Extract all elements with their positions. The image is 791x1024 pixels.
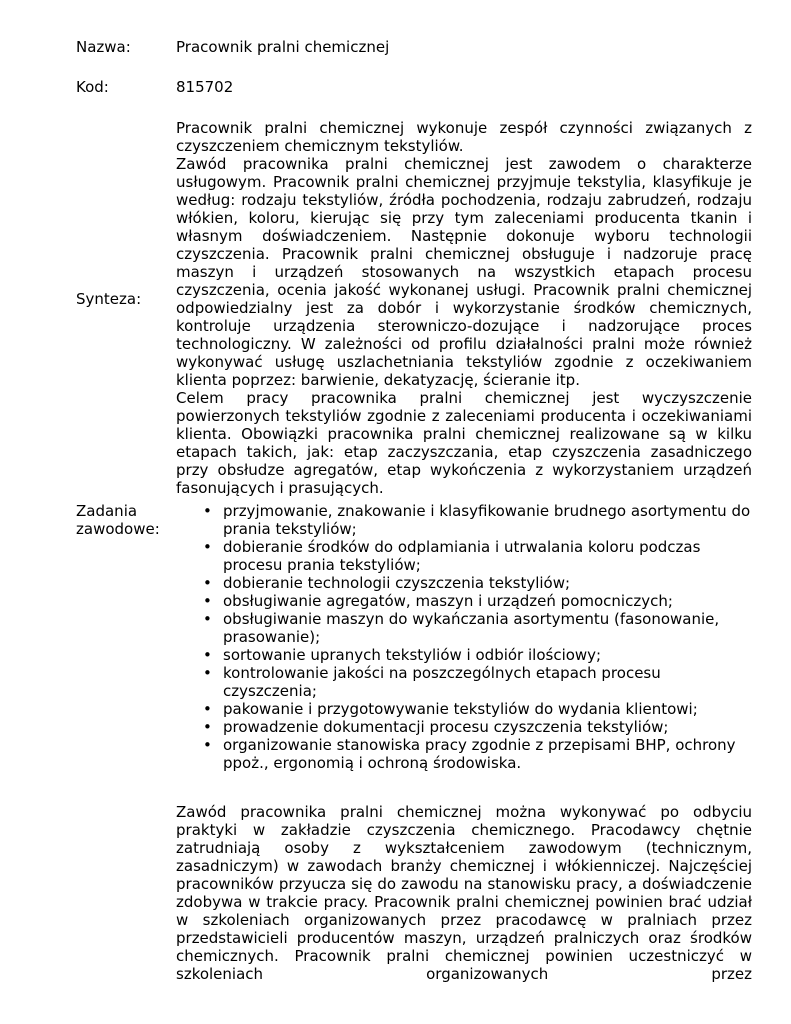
task-text: obsługiwanie agregatów, maszyn i urządzeń pomocniczych; — [223, 592, 673, 610]
synteza-paragraph-2: Zawód pracownika pralni chemicznej jest zawodem o charakterze usługowym. Pracownik pralni chemicznej przyjmuje tekstylia, klasyfikuje je według: rodzaju tekstyliów, źródła pochodzenia, rodzaju zabrudzeń, rodzaju włókien, koloru, kierując się przy tym zaleceniami producenta tkanin i własnym doświadczeniem. Następnie dokonuje wyboru technologii czyszczenia. Pracownik pralni chemicznej obsługuje i nadzoruje pracę maszyn i urządzeń stosowanych na wszystkich etapach procesu czyszczenia, ocenia jakość wykonanej usługi. Pracownik pralni chemicznej odpowiedzialny jest za dobór i wykorzystanie środków chemicznych, kontroluje urządzenia sterowniczo-dozujące i nadzorujące proces technologiczny. W zależności od profilu działalności pralni może również wykonywać usługę uszlachetniania tekstyliów zgodnie z oczekiwaniem klienta poprzez: barwienie, dekatyzację, ścieranie itp. — [176, 155, 752, 389]
bullet-icon: • — [203, 610, 212, 628]
kod-value: 815702 — [176, 78, 234, 96]
bullet-icon: • — [203, 736, 212, 754]
task-text: kontrolowanie jakości na poszczególnych etapach procesu czyszczenia; — [223, 664, 661, 700]
synteza-paragraph-1: Pracownik pralni chemicznej wykonuje zespół czynności związanych z czyszczeniem chemicznym tekstyliów. — [176, 119, 752, 155]
bullet-icon: • — [203, 700, 212, 718]
task-item — [176, 574, 756, 592]
bullet-icon: • — [203, 502, 212, 520]
task-item — [176, 736, 756, 772]
task-text: pakowanie i przygotowywanie tekstyliów do wydania klientowi; — [223, 700, 698, 718]
nazwa-value: Pracownik pralni chemicznej — [176, 38, 390, 56]
task-text: dobieranie środków do odplamiania i utrwalania koloru podczas procesu prania tekstyliów; — [223, 538, 701, 574]
bullet-icon: • — [203, 646, 212, 664]
synteza-paragraph-3: Celem pracy pracownika pralni chemicznej jest wyczyszczenie powierzonych tekstyliów zgodnie z zaleceniami producenta i oczekiwaniami klienta. Obowiązki pracownika pralni chemicznej realizowane są w kilku etapach takich, jak: etap zaczyszczania, etap czyszczenia zasadniczego przy obsłudze agregatów, etap wykończenia z wykorzystaniem urządzeń fasonujących i prasujących. — [176, 389, 752, 497]
final-paragraph-text: Zawód pracownika pralni chemicznej można wykonywać po odbyciu praktyki w zakładzie czyszczenia chemicznego. Pracodawcy chętnie zatrudniają osoby z wykształceniem zawodowym (technicznym, zasadniczym) w zawodach branży chemicznej i włókienniczej. Najczęściej pracowników przyucza się do zawodu na stanowisku pracy, a doświadczenie zdobywa w trakcie pracy. Pracownik pralni chemicznej powinien brać udział w szkoleniach organizowanych przez pracodawcę w pralniach przez przedstawicieli producentów maszyn, urządzeń pralniczych oraz środków chemicznych. Pracownik pralni chemicznej powinien uczestniczyć w szkoleniach organizowanych przez — [176, 803, 752, 983]
bullet-icon: • — [203, 538, 212, 556]
tasks-list — [76, 502, 756, 772]
final-paragraph — [176, 803, 752, 983]
synteza-label: Synteza: — [76, 290, 142, 308]
task-text: sortowanie upranych tekstyliów i odbiór ilościowy; — [223, 646, 602, 664]
task-item — [176, 700, 756, 718]
task-item — [176, 664, 756, 700]
bullet-icon: • — [203, 718, 212, 736]
synteza-text — [176, 119, 752, 497]
nazwa-label: Nazwa: — [76, 38, 131, 56]
task-text: prowadzenie dokumentacji procesu czyszczenia tekstyliów; — [223, 718, 669, 736]
task-text: dobieranie technologii czyszczenia tekstyliów; — [223, 574, 571, 592]
zadania-label-line2: zawodowe: — [76, 520, 160, 538]
bullet-icon: • — [203, 574, 212, 592]
task-text: organizowanie stanowiska pracy zgodnie z przepisami BHP, ochrony ppoż., ergonomią i ochroną środowiska. — [223, 736, 736, 772]
task-item — [176, 610, 756, 646]
task-item — [176, 538, 756, 574]
task-text: obsługiwanie maszyn do wykańczania asortymentu (fasonowanie, prasowanie); — [223, 610, 720, 646]
task-item — [176, 718, 756, 736]
task-item — [176, 592, 756, 610]
task-item — [176, 502, 756, 538]
bullet-icon: • — [203, 664, 212, 682]
bullet-icon: • — [203, 592, 212, 610]
kod-label: Kod: — [76, 78, 109, 96]
task-item — [176, 646, 756, 664]
task-text: przyjmowanie, znakowanie i klasyfikowanie brudnego asortymentu do prania tekstyliów; — [223, 502, 751, 538]
zadania-list-container — [176, 502, 756, 772]
zadania-label-line1: Zadania — [76, 502, 138, 520]
